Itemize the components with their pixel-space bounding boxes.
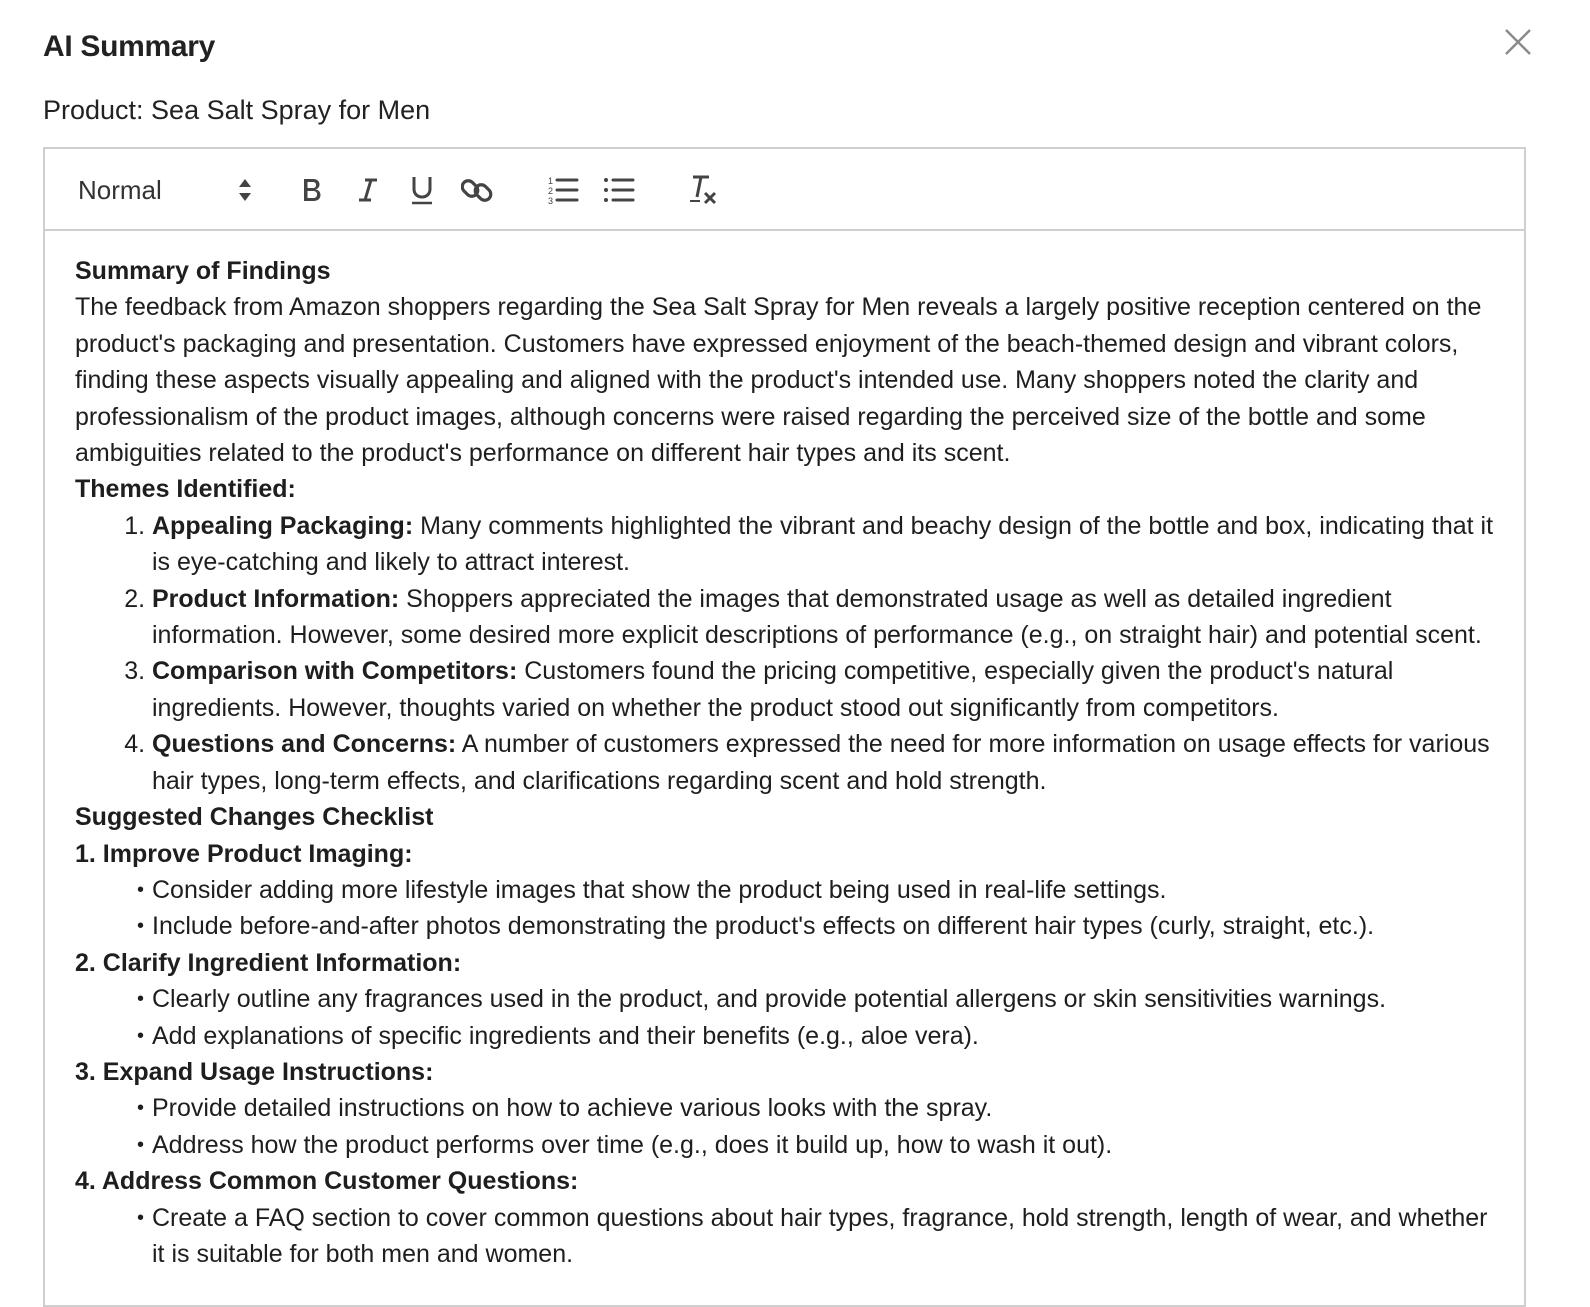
- ordered-list-icon: [547, 174, 579, 206]
- checklist-item: • Consider adding more lifestyle images that show the product being used in real-life settings.: [152, 872, 1494, 908]
- themes-heading: Themes Identified:: [75, 475, 296, 504]
- checklist-section-title: 2. Clarify Ingredient Information:: [75, 948, 462, 977]
- themes-list: [75, 508, 1494, 799]
- checklist-item: • Add explanations of specific ingredients and their benefits (e.g., aloe vera).: [152, 1018, 1494, 1054]
- close-icon: [1500, 24, 1536, 60]
- clear-format-icon: [687, 173, 719, 207]
- theme-item: [152, 508, 1494, 581]
- underline-icon: [409, 174, 435, 206]
- svg-text:3: 3: [548, 196, 554, 206]
- bullet-list-icon: [603, 174, 635, 206]
- ordered-list-button[interactable]: [543, 149, 583, 231]
- checklist-section-title: 1. Improve Product Imaging:: [75, 839, 413, 868]
- theme-title: Questions and Concerns:: [152, 730, 457, 759]
- theme-item: [152, 581, 1494, 654]
- checklist-items: [75, 872, 1494, 945]
- checklist-item: • Clearly outline any fragrances used in the product, and provide potential allergens or skin sensitivities warnings.: [152, 981, 1494, 1017]
- theme-item: [152, 726, 1494, 799]
- theme-text: Many comments highlighted the vibrant and beachy design of the bottle and box, indicating that it is eye-catching and likely to attract interest.: [152, 511, 1494, 577]
- underline-button[interactable]: [405, 149, 439, 231]
- bullet-list-button[interactable]: [599, 149, 639, 231]
- italic-icon: [356, 175, 380, 205]
- product-label: Product: Sea Salt Spray for Men: [43, 95, 431, 125]
- checklist-items: [75, 1090, 1494, 1163]
- checklist-item: • Provide detailed instructions on how to achieve various looks with the spray.: [152, 1090, 1494, 1126]
- editor-toolbar: [45, 149, 1524, 231]
- link-button[interactable]: [459, 149, 495, 231]
- svg-text:1: 1: [548, 176, 554, 186]
- editor-content[interactable]: [45, 231, 1524, 1272]
- checklist-section-title: 3. Expand Usage Instructions:: [75, 1057, 434, 1086]
- checklist-section-title: 4. Address Common Customer Questions:: [75, 1167, 579, 1196]
- theme-text: A number of customers expressed the need for more information on usage effects for various hair types, long-term effects, and clarifications regarding scent and hold strength.: [152, 730, 1490, 795]
- format-select[interactable]: [78, 149, 253, 231]
- italic-button[interactable]: [351, 149, 385, 231]
- theme-title: Appealing Packaging:: [152, 511, 414, 540]
- clear-formatting-button[interactable]: [683, 149, 723, 231]
- close-button[interactable]: [1500, 24, 1536, 60]
- theme-title: Comparison with Competitors:: [152, 657, 518, 686]
- theme-item: [152, 653, 1494, 726]
- checklist-items: [75, 1200, 1494, 1273]
- format-select-value: Normal: [78, 174, 162, 205]
- bold-icon: [300, 175, 324, 205]
- rich-text-editor[interactable]: [43, 147, 1526, 1307]
- checklist-items: [75, 981, 1494, 1054]
- summary-heading: Summary of Findings: [75, 257, 331, 285]
- up-down-arrows-icon: [237, 177, 253, 203]
- theme-text: Shoppers appreciated the images that demonstrated usage as well as detailed ingredient information. However, some desired more explicit descriptions of performance (e.g., on straight hair) and potential scent.: [152, 584, 1482, 650]
- svg-text:2: 2: [548, 186, 554, 196]
- summary-paragraph: The feedback from Amazon shoppers regarding the Sea Salt Spray for Men reveals a largely positive reception centered on the product's packaging and presentation. Customers have expressed enjoyment of the beach-themed design and vibrant colors, finding these aspects visually appealing and aligned with the product's intended use. Many shoppers noted the clarity and professionalism of the product images, although concerns were raised regarding the perceived size of the bottle and some ambiguities related to the product's performance on different hair types and its scent.: [75, 293, 1482, 468]
- checklist-item: • Create a FAQ section to cover common questions about hair types, fragrance, hold strength, length of wear, and whether it is suitable for both men and women.: [152, 1200, 1494, 1273]
- bold-button[interactable]: [295, 149, 329, 231]
- modal-title: AI Summary: [43, 30, 216, 63]
- theme-title: Product Information:: [152, 584, 400, 613]
- link-icon: [461, 174, 493, 206]
- checklist-item: • Include before-and-after photos demonstrating the product's effects on different hair types (curly, straight, etc.).: [152, 908, 1494, 944]
- checklist-heading: Suggested Changes Checklist: [75, 803, 434, 832]
- theme-text: Customers found the pricing competitive, especially given the product's natural ingredients. However, thoughts varied on whether the product stood out significantly from competitors.: [152, 657, 1394, 722]
- checklist-item: • Address how the product performs over time (e.g., does it build up, how to wash it out).: [152, 1127, 1494, 1163]
